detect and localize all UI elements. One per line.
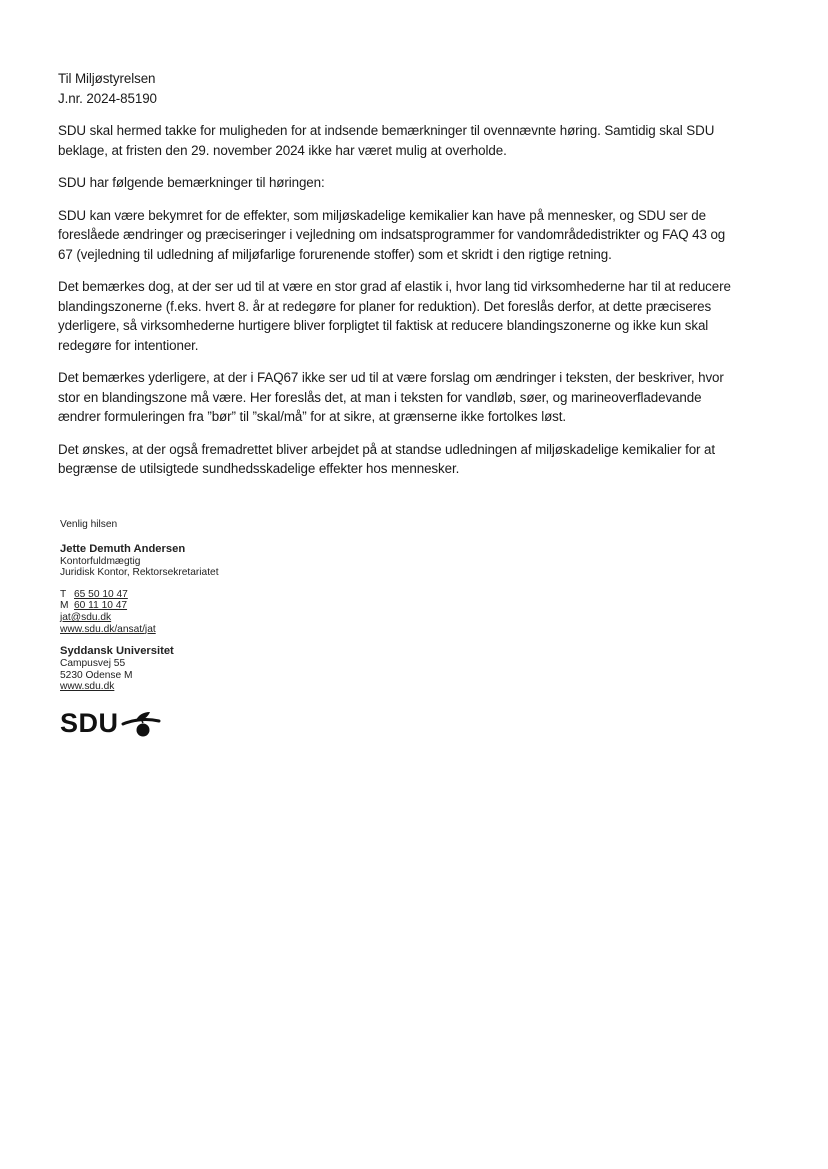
paragraph-intro: SDU skal hermed takke for muligheden for at indsende bemærkninger til ovennævnte høring. Samtidig skal SDU beklage, at fristen den 29. november 2024 ikke har været mulig at overholde. [58, 123, 715, 158]
paragraph-concern: SDU kan være bekymret for de effekter, som miljøskadelige kemikalier kan have på mennesker, og SDU ser de foreslåede ændringer og præciseringer i vejledning om indsatsprogrammer for vandområdedistrikter og FAQ 43 og 67 (vejledning til udledning af miljøfarlige forurenende stoffer) som et skridt i den rigtige retning. [58, 207, 726, 262]
organization-name: Syddansk Universitet [60, 645, 174, 658]
signer-department: Juridisk Kontor, Rektorsekretariatet [60, 567, 219, 579]
signer [60, 543, 360, 579]
sdu-apple-branch-icon [121, 710, 161, 738]
contact-details [60, 589, 360, 635]
logo-text: SDU [60, 708, 119, 738]
paragraph-remarks-heading: SDU har følgende bemærkninger til høringen: [58, 175, 325, 190]
postal-city: 5230 Odense M [60, 669, 133, 681]
phone-label: T [60, 588, 67, 600]
greeting: Venlig hilsen [60, 519, 118, 530]
signer-name: Jette Demuth Andersen [60, 542, 186, 555]
mobile-row [60, 600, 360, 612]
phone-link[interactable]: 65 50 10 47 [74, 588, 128, 600]
paragraph-elasticity: Det bemærkes dog, at der ser ud til at være en stor grad af elastik i, hvor lang tid virksomhederne har til at reducere blandingszonerne (f.eks. hvert 8. år at redegøre for planer for reduktion). Det foreslås derfor, at dette præciseres yderligere, så virksomhederne hurtigere bliver forpligtet til faktisk at reducere blandingszonerne og ikke kun skal redegøre for intentioner. [58, 279, 731, 353]
phone-row [60, 589, 360, 601]
mobile-label: M [60, 600, 69, 612]
letter-body [58, 69, 770, 492]
sdu-logo [60, 708, 161, 738]
organization-address [60, 645, 360, 693]
profile-link[interactable]: www.sdu.dk/ansat/jat [60, 623, 156, 635]
recipient: Til Miljøstyrelsen [58, 71, 156, 86]
street-address: Campusvej 55 [60, 658, 126, 670]
signer-title: Kontorfuldmægtig [60, 555, 141, 567]
letter-header [58, 69, 770, 108]
paragraph-closing-wish: Det ønskes, at der også fremadrettet bliver arbejdet på at standse udledningen af miljøskadelige kemikalier for at begrænse de utilsigtede sundhedsskadelige effekter hos mennesker. [58, 441, 715, 476]
mobile-link[interactable]: 60 11 10 47 [74, 600, 128, 612]
website-link[interactable]: www.sdu.dk [60, 681, 115, 693]
journal-number: J.nr. 2024-85190 [58, 90, 157, 106]
paragraph-faq67: Det bemærkes yderligere, at der i FAQ67 ikke ser ud til at være forslag om ændringer i teksten, der beskriver, hvor stor en blandingszone må være. Her foreslås det, at man i teksten for vandløb, søer, og marineoverfladevande ændrer formuleringen fra ”bør” til ”skal/må” for at sikre, at grænserne ikke fortolkes løst. [58, 370, 724, 424]
signature-block [60, 519, 360, 703]
email-link[interactable]: jat@sdu.dk [60, 611, 112, 623]
